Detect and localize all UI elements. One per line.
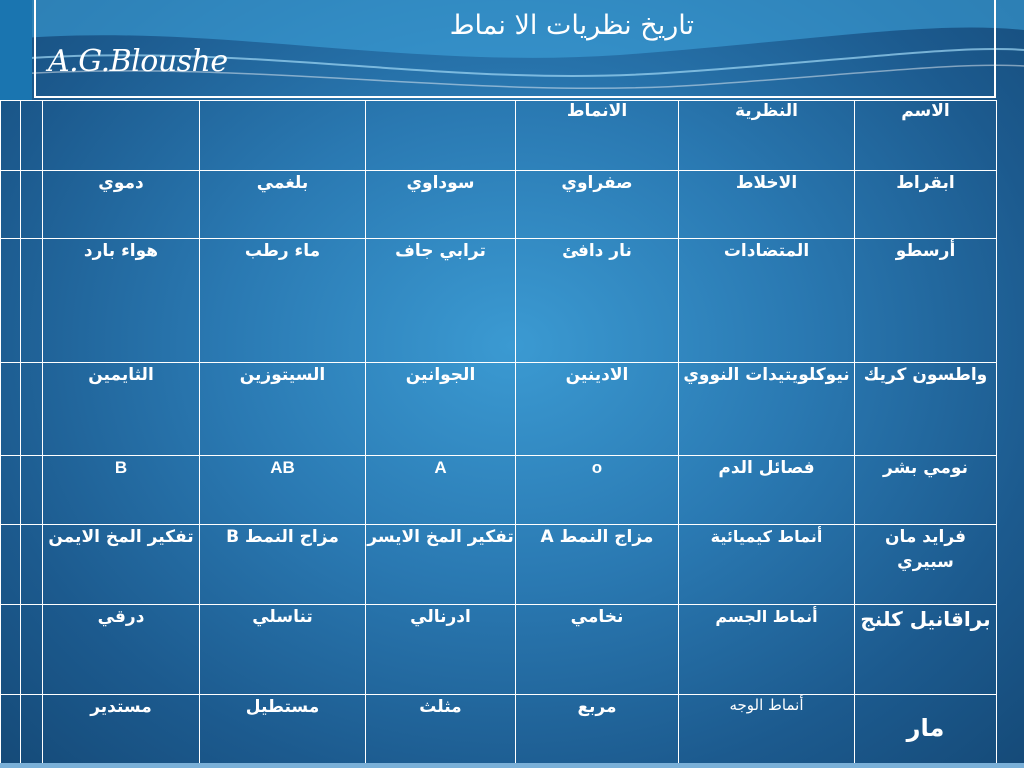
header-patterns: الانماط (516, 101, 679, 171)
empty-cell (1, 525, 21, 605)
name-cell: ابقراط (855, 171, 997, 239)
table-row (1, 239, 997, 363)
header-row (1, 101, 997, 171)
empty-cell (21, 605, 43, 695)
empty-cell (1, 239, 21, 363)
pattern-cell: B (43, 456, 200, 525)
empty-cell (1, 605, 21, 695)
pattern-cell: o (516, 456, 679, 525)
theory-cell: فصائل الدم (679, 456, 855, 525)
empty-cell (1, 695, 21, 764)
table-row (1, 363, 997, 456)
empty-cell (21, 239, 43, 363)
pattern-cell: مستدير (43, 695, 200, 764)
empty-cell (21, 171, 43, 239)
name-cell: مار (855, 695, 997, 764)
pattern-cell: تناسلي (200, 605, 366, 695)
pattern-cell: تفكير المخ الايمن (43, 525, 200, 605)
pattern-cell: دموي (43, 171, 200, 239)
empty-cell (21, 695, 43, 764)
name-cell: فرايد مان سبيري (855, 525, 997, 605)
theories-table (0, 100, 997, 764)
header-name: الاسم (855, 101, 997, 171)
theory-cell: الاخلاط (679, 171, 855, 239)
theory-cell: أنماط الوجه (679, 695, 855, 764)
pattern-cell: AB (200, 456, 366, 525)
left-accent-strip (0, 0, 32, 100)
pattern-cell: الثايمين (43, 363, 200, 456)
header-theory: النظرية (679, 101, 855, 171)
theory-cell: أنماط الجسم (679, 605, 855, 695)
empty-cell (200, 101, 366, 171)
name-cell: واطسون كريك (855, 363, 997, 456)
pattern-cell: مثلث (366, 695, 516, 764)
empty-cell (1, 171, 21, 239)
name-cell: أرسطو (855, 239, 997, 363)
theory-cell: المتضادات (679, 239, 855, 363)
pattern-cell: ادرنالي (366, 605, 516, 695)
pattern-cell: الجوانين (366, 363, 516, 456)
theory-cell: نيوكلويتيدات النووي (679, 363, 855, 456)
pattern-cell: السيتوزين (200, 363, 366, 456)
empty-cell (43, 101, 200, 171)
pattern-cell: مزاج النمط A (516, 525, 679, 605)
empty-cell (21, 101, 43, 171)
pattern-cell: هواء بارد (43, 239, 200, 363)
pattern-cell: A (366, 456, 516, 525)
slide-title: تاريخ نظريات الا نماط (449, 10, 694, 41)
pattern-cell: تفكير المخ الايسر (366, 525, 516, 605)
pattern-cell: درقي (43, 605, 200, 695)
pattern-cell: مزاج النمط B (200, 525, 366, 605)
empty-cell (1, 456, 21, 525)
table-row (1, 695, 997, 764)
empty-cell (366, 101, 516, 171)
pattern-cell: ماء رطب (200, 239, 366, 363)
empty-cell (1, 101, 21, 171)
table-row (1, 456, 997, 525)
name-cell: نومي بشر (855, 456, 997, 525)
name-cell: براقانيل كلنج (855, 605, 997, 695)
empty-cell (21, 363, 43, 456)
pattern-cell: ترابي جاف (366, 239, 516, 363)
pattern-cell: بلغمي (200, 171, 366, 239)
pattern-cell: مربع (516, 695, 679, 764)
pattern-cell: نار دافئ (516, 239, 679, 363)
table-row (1, 171, 997, 239)
table-row (1, 605, 997, 695)
empty-cell (21, 525, 43, 605)
pattern-cell: سوداوي (366, 171, 516, 239)
table-row (1, 525, 997, 605)
pattern-cell: نخامي (516, 605, 679, 695)
bottom-border (0, 763, 1024, 768)
pattern-cell: صفراوي (516, 171, 679, 239)
pattern-cell: مستطيل (200, 695, 366, 764)
empty-cell (1, 363, 21, 456)
empty-cell (21, 456, 43, 525)
theory-cell: أنماط كيميائية (679, 525, 855, 605)
pattern-cell: الادينين (516, 363, 679, 456)
author-name: A.G.Bloushe (48, 44, 228, 79)
